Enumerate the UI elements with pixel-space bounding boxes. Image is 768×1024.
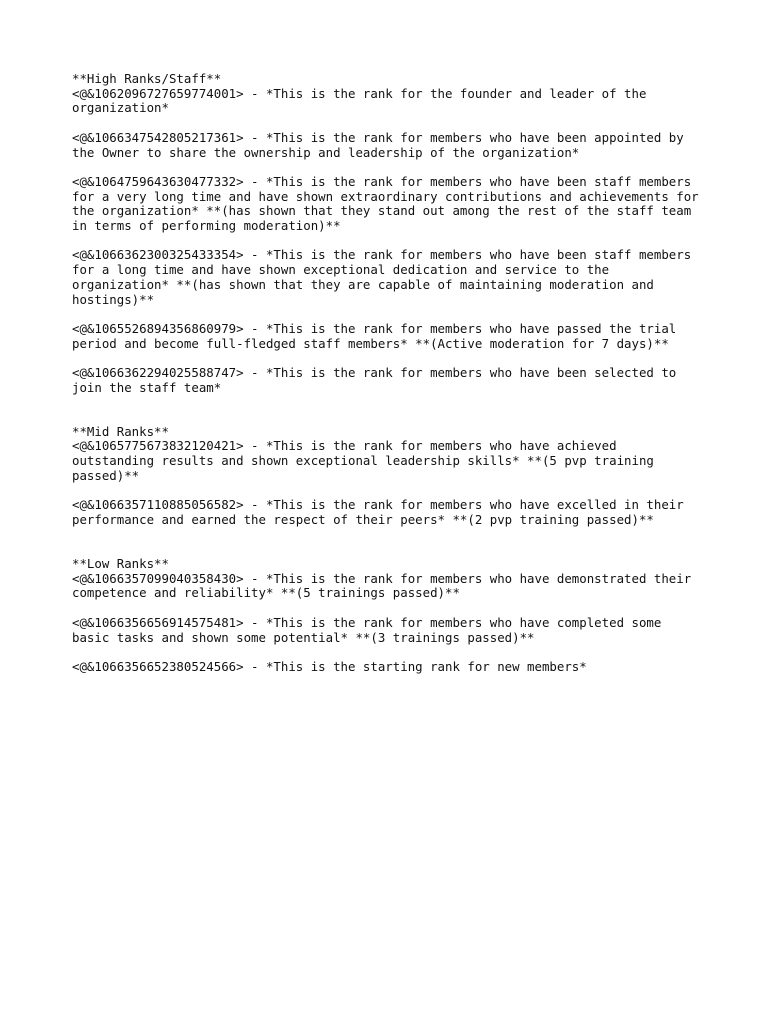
rank-entry: <@&1066347542805217361> - *This is the rank for members who have been appointed by the Owner to share the ownership and leadership of the organization* [72, 129, 692, 160]
section-high-ranks [72, 71, 707, 395]
rank-entry: <@&1066362294025588747> - *This is the rank for members who have been selected to join the staff team* [72, 364, 684, 395]
section-mid-ranks [72, 425, 702, 528]
rank-entry: <@&1066356652380524566> - *This is the starting rank for new members* [72, 658, 587, 674]
rank-entry: <@&1064759643630477332> - *This is the rank for members who have been staff members for a very long time and have shown extraordinary contributions and achievements for the organization* **(has shown that they stand out among the rest of the staff team in terms of performing moderation)** [72, 173, 707, 233]
section-title-high-ranks: **High Ranks/Staff** [72, 71, 222, 86]
rank-entry: <@&1066356656914575481> - *This is the rank for members who have completed some basic tasks and shown some potential* **(3 trainings passed)** [72, 614, 669, 645]
rank-entry: <@&1065526894356860979> - *This is the rank for members who have passed the trial period and become full-fledged staff members* **(Active moderation for 7 days)** [72, 320, 684, 351]
rank-entry: <@&1066357110885056582> - *This is the rank for members who have excelled in their performance and earned the respect of their peers* **(2 pvp training passed)** [72, 497, 692, 527]
document-page [72, 71, 707, 675]
section-title-low-ranks: **Low Ranks** [72, 556, 169, 572]
rank-entry: <@&1065775673832120421> - *This is the rank for members who have achieved outstanding results and shown exceptional leadership skills* **(5 pvp training passed)** [72, 438, 662, 483]
rank-entry: <@&1062096727659774001> - *This is the rank for the founder and leader of the organization* [72, 85, 654, 116]
rank-entry: <@&1066357099040358430> - *This is the rank for members who have demonstrated their competence and reliability* **(5 trainings passed)** [72, 570, 699, 601]
section-low-ranks [72, 557, 702, 675]
section-title-mid-ranks: **Mid Ranks** [72, 423, 169, 439]
rank-entry: <@&1066362300325433354> - *This is the rank for members who have been staff members for a long time and have shown exceptional dedication and service to the organization* **(has shown that they are capable of maintaining moderation and hostings)** [72, 247, 699, 307]
